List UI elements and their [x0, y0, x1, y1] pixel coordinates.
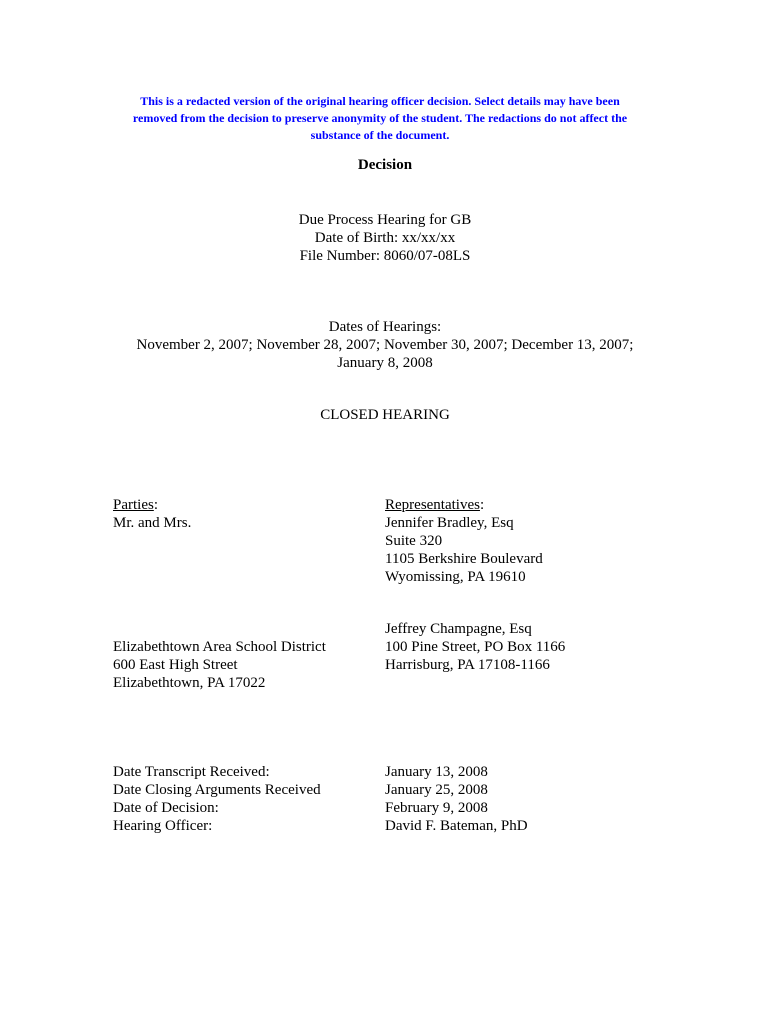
detail-value-transcript: January 13, 2008: [385, 764, 488, 780]
detail-label-officer: Hearing Officer:: [113, 818, 213, 834]
school-district-city: Elizabethtown, PA 17022: [113, 675, 266, 691]
parties-heading: [113, 496, 191, 514]
detail-label-transcript: Date Transcript Received:: [113, 764, 270, 780]
redaction-notice-line-1: This is a redacted version of the original hearing officer decision. Select details may have been: [140, 94, 620, 108]
hearing-dates-line-2: January 8, 2008: [337, 355, 433, 371]
parties-heading-text: Parties: [113, 497, 154, 513]
detail-label-closing: Date Closing Arguments Received: [113, 782, 321, 798]
hearing-info: [0, 211, 770, 265]
rep2-street: 100 Pine Street, PO Box 1166: [385, 639, 566, 655]
date-of-birth: Date of Birth: xx/xx/xx: [314, 230, 456, 246]
redaction-notice-line-3: substance of the document.: [310, 128, 450, 142]
hearing-dates-line-1: November 2, 2007; November 28, 2007; November 30, 2007; December 13, 2007;: [136, 337, 634, 353]
school-district-street: 600 East High Street: [113, 657, 238, 673]
redaction-notice: [100, 93, 660, 144]
representatives-section: [385, 496, 543, 586]
rep1-suite: Suite 320: [385, 533, 443, 549]
rep1-name: Jennifer Bradley, Esq: [385, 515, 514, 531]
rep1-city: Wyomissing, PA 19610: [385, 569, 526, 585]
file-number: File Number: 8060/07-08LS: [299, 248, 471, 264]
rep1-street: 1105 Berkshire Boulevard: [385, 551, 543, 567]
document-title: Decision: [357, 157, 413, 173]
parties-heading-colon: :: [153, 497, 158, 513]
details-labels: [113, 763, 321, 835]
representatives-heading: [385, 496, 543, 514]
rep2-city: Harrisburg, PA 17108-1166: [385, 657, 550, 673]
hearing-dates: [0, 318, 770, 372]
details-values: [385, 763, 528, 835]
party-school-district: [113, 638, 326, 692]
party-parents: Mr. and Mrs.: [113, 515, 192, 531]
hearing-dates-heading: Dates of Hearings:: [328, 319, 442, 335]
rep2-name: Jeffrey Champagne, Esq: [385, 621, 532, 637]
detail-value-decision: February 9, 2008: [385, 800, 488, 816]
parties-section: [113, 496, 191, 532]
detail-value-closing: January 25, 2008: [385, 782, 488, 798]
representative-school: [385, 620, 565, 674]
detail-label-decision: Date of Decision:: [113, 800, 219, 816]
detail-value-officer: David F. Bateman, PhD: [385, 818, 528, 834]
redaction-notice-line-2: removed from the decision to preserve anonymity of the student. The redactions do not affect the: [132, 111, 628, 125]
representatives-heading-text: Representatives: [385, 497, 480, 513]
representatives-heading-colon: :: [479, 497, 485, 513]
hearing-for: Due Process Hearing for GB: [298, 212, 472, 228]
closed-hearing-label: CLOSED HEARING: [320, 407, 450, 423]
school-district-name: Elizabethtown Area School District: [113, 639, 326, 655]
